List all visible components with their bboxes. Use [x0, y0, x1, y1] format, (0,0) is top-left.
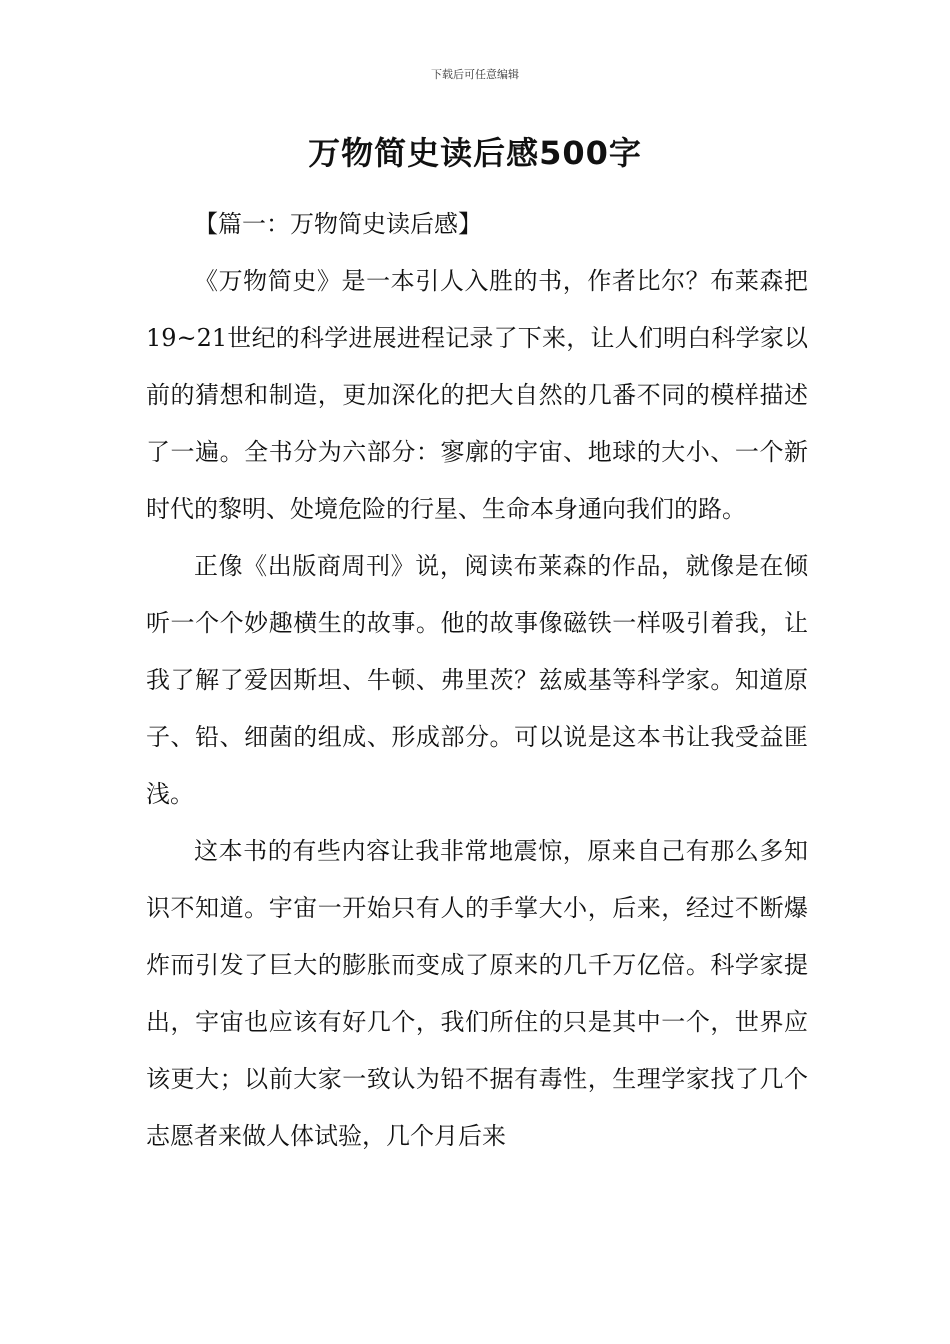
paragraph: 《万物简史》是一本引人入胜的书，作者比尔？布莱森把19~21世纪的科学进展进程记录了下来，让人们明白科学家以前的猜想和制造，更加深化的把大自然的几番不同的模样描述了一遍。全书分为六部分：寥廓的宇宙、地球的大小、一个新时代的黎明、处境危险的行星、生命本身通向我们的路。: [146, 267, 808, 523]
document-body: [146, 196, 808, 1165]
document-title: 万物简史读后感500字: [308, 134, 642, 172]
paragraph: 这本书的有些内容让我非常地震惊，原来自己有那么多知识不知道。宇宙一开始只有人的手掌大小，后来，经过不断爆炸而引发了巨大的膨胀而变成了原来的几千万亿倍。科学家提出，宇宙也应该有好几个，我们所住的只是其中一个，世界应该更大；以前大家一致认为铅不据有毒性，生理学家找了几个志愿者来做人体试验，几个月后来: [146, 837, 808, 1150]
paragraph: 正像《出版商周刊》说，阅读布莱森的作品，就像是在倾听一个个妙趣横生的故事。他的故事像磁铁一样吸引着我，让我了解了爱因斯坦、牛顿、弗里茨？兹威基等科学家。知道原子、铅、细菌的组成、形成部分。可以说是这本书让我受益匪浅。: [146, 552, 808, 808]
section-heading: 【篇一：万物简史读后感】: [194, 210, 482, 238]
header-note: 下载后可任意编辑: [431, 68, 519, 81]
